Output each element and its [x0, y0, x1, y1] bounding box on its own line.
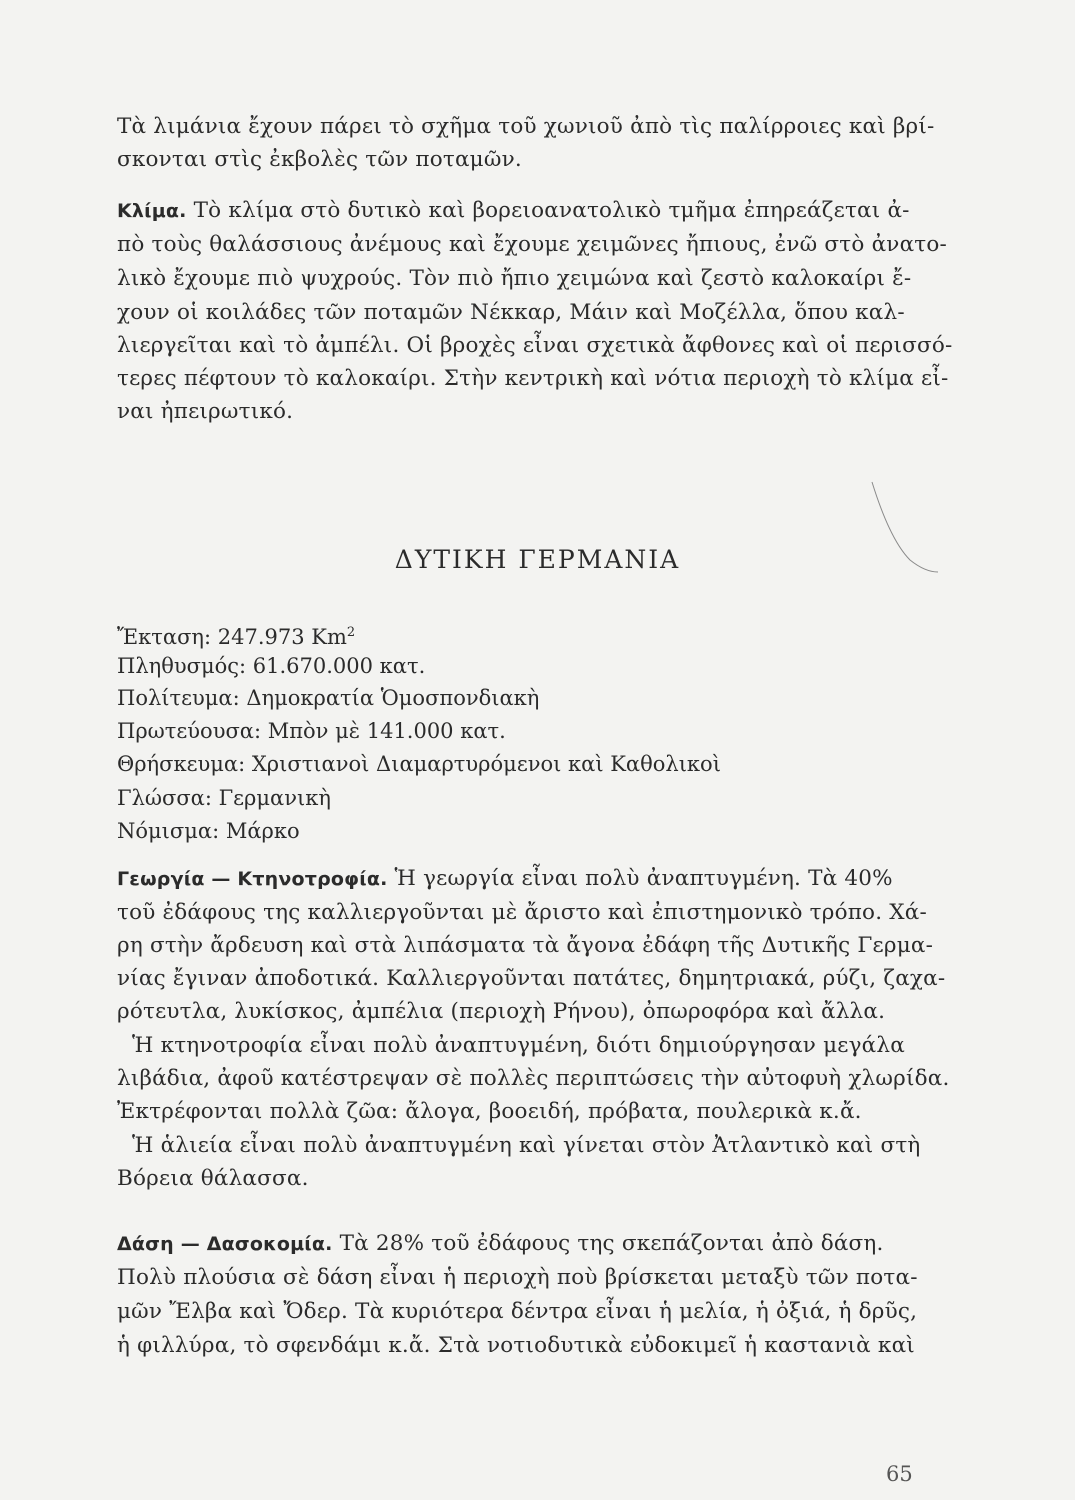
text-line: Ἡ ἁλιεία εἶναι πολὺ ἀναπτυγμένη καὶ γίνεται στὸν Ἀτλαντικὸ καὶ στὴ: [132, 1133, 921, 1158]
text-line: ρη στὴν ἄρδευση καὶ στὰ λιπάσματα τὰ ἄγονα ἐδάφη τῆς Δυτικῆς Γερμα-: [117, 933, 934, 958]
text-line: νίας ἔγιναν ἀποδοτικά. Καλλιεργοῦνται πατάτες, δημητριακά, ρύζι, ζαχα-: [117, 966, 946, 991]
text-line: πὸ τοὺς θαλάσσιους ἀνέμους καὶ ἔχουμε χειμῶνες ἤπιους, ἐνῶ στὸ ἀνατο-: [117, 232, 947, 257]
text-line: τοῦ ἐδάφους της καλλιεργοῦνται μὲ ἄριστο καὶ ἐπιστημονικὸ τρόπο. Χά-: [117, 900, 927, 925]
fact-currency: Νόμισμα: Μάρκο: [117, 819, 300, 843]
fact-area-text: Ἔκταση: 247.973 Km: [117, 625, 347, 649]
text-line: χουν οἱ κοιλάδες τῶν ποταμῶν Νέκκαρ, Μάιν καὶ Μοζέλλα, ὅπου καλ-: [117, 300, 905, 325]
text-span: Τὰ 28% τοῦ ἐδάφους της σκεπάζονται ἀπὸ δάση.: [332, 1231, 884, 1256]
text-line: λιεργεῖται καὶ τὸ ἀμπέλι. Οἱ βροχὲς εἶναι σχετικὰ ἄφθονες καὶ οἱ περισσό-: [117, 333, 953, 358]
text-line: Ἡ κτηνοτροφία εἶναι πολὺ ἀναπτυγμένη, διότι δημιούργησαν μεγάλα: [132, 1033, 905, 1058]
text-line: ναι ἠπειρωτικό.: [117, 399, 294, 424]
text-line: Τὰ λιμάνια ἔχουν πάρει τὸ σχῆμα τοῦ χωνιοῦ ἀπὸ τὶς παλίρροιες καὶ βρί-: [117, 114, 935, 139]
text-span: Τὸ κλίμα στὸ δυτικὸ καὶ βορειοανατολικὸ τμῆμα ἐπηρεάζεται ἀ-: [186, 198, 910, 223]
fact-religion: Θρήσκευμα: Χριστιανοὶ Διαμαρτυρόμενοι καὶ Καθολικοὶ: [117, 752, 721, 776]
text-line: ρότευτλα, λυκίσκος, ἀμπέλια (περιοχὴ Ρήνου), ὀπωροφόρα καὶ ἄλλα.: [117, 999, 886, 1024]
text-line: [117, 864, 917, 894]
fact-language: Γλώσσα: Γερμανικὴ: [117, 786, 331, 810]
text-span: Ἡ γεωργία εἶναι πολὺ ἀναπτυγμένη. Τὰ 40%: [387, 866, 893, 891]
text-line: Βόρεια θάλασσα.: [117, 1166, 309, 1191]
text-line: τερες πέφτουν τὸ καλοκαίρι. Στὴν κεντρικὴ καὶ νότια περιοχὴ τὸ κλίμα εἶ-: [117, 366, 949, 391]
text-line: Πολὺ πλούσια σὲ δάση εἶναι ἡ περιοχὴ ποὺ βρίσκεται μεταξὺ τῶν ποτα-: [117, 1265, 918, 1290]
fact-population: Πληθυσμός: 61.670.000 κατ.: [117, 654, 426, 678]
fact-area: [117, 618, 355, 652]
text-line: λικὸ ἔχουμε πιὸ ψυχρούς. Τὸν πιὸ ἤπιο χειμώνα καὶ ζεστὸ καλοκαίρι ἔ-: [117, 266, 912, 291]
superscript: 2: [346, 625, 356, 640]
text-line: λιβάδια, ἀφοῦ κατέστρεψαν σὲ πολλὲς περιπτώσεις τὴν αὐτοφυὴ χλωρίδα.: [117, 1066, 950, 1091]
fact-capital: Πρωτεύουσα: Μπὸν μὲ 141.000 κατ.: [117, 719, 506, 743]
text-line: Ἐκτρέφονται πολλὰ ζῶα: ἄλογα, βοοειδή, πρόβατα, πουλερικὰ κ.ἄ.: [117, 1099, 862, 1124]
section-title: ΔΥΤΙΚΗ ΓΕΡΜΑΝΙΑ: [394, 545, 681, 574]
text-line: σκονται στὶς ἐκβολὲς τῶν ποταμῶν.: [117, 147, 522, 172]
forestry-heading: Δάση — Δασοκομία.: [117, 1233, 333, 1255]
text-line: ἡ φιλλύρα, τὸ σφενδάμι κ.ἄ. Στὰ νοτιοδυτικὰ εὐδοκιμεῖ ἡ καστανιὰ καὶ: [117, 1333, 915, 1358]
fact-government: Πολίτευμα: Δημοκρατία Ὁμοσπονδιακὴ: [117, 686, 540, 710]
text-line: [117, 196, 917, 226]
climate-heading: Κλίμα.: [117, 200, 187, 222]
text-line: μῶν Ἔλβα καὶ Ὄδερ. Τὰ κυριότερα δέντρα εἶναι ἡ μελία, ἡ ὀξιά, ἡ δρῦς,: [117, 1299, 918, 1324]
page-number: 65: [886, 1462, 913, 1486]
text-line: [117, 1229, 917, 1259]
agriculture-heading: Γεωργία — Κτηνοτροφία.: [117, 868, 388, 890]
